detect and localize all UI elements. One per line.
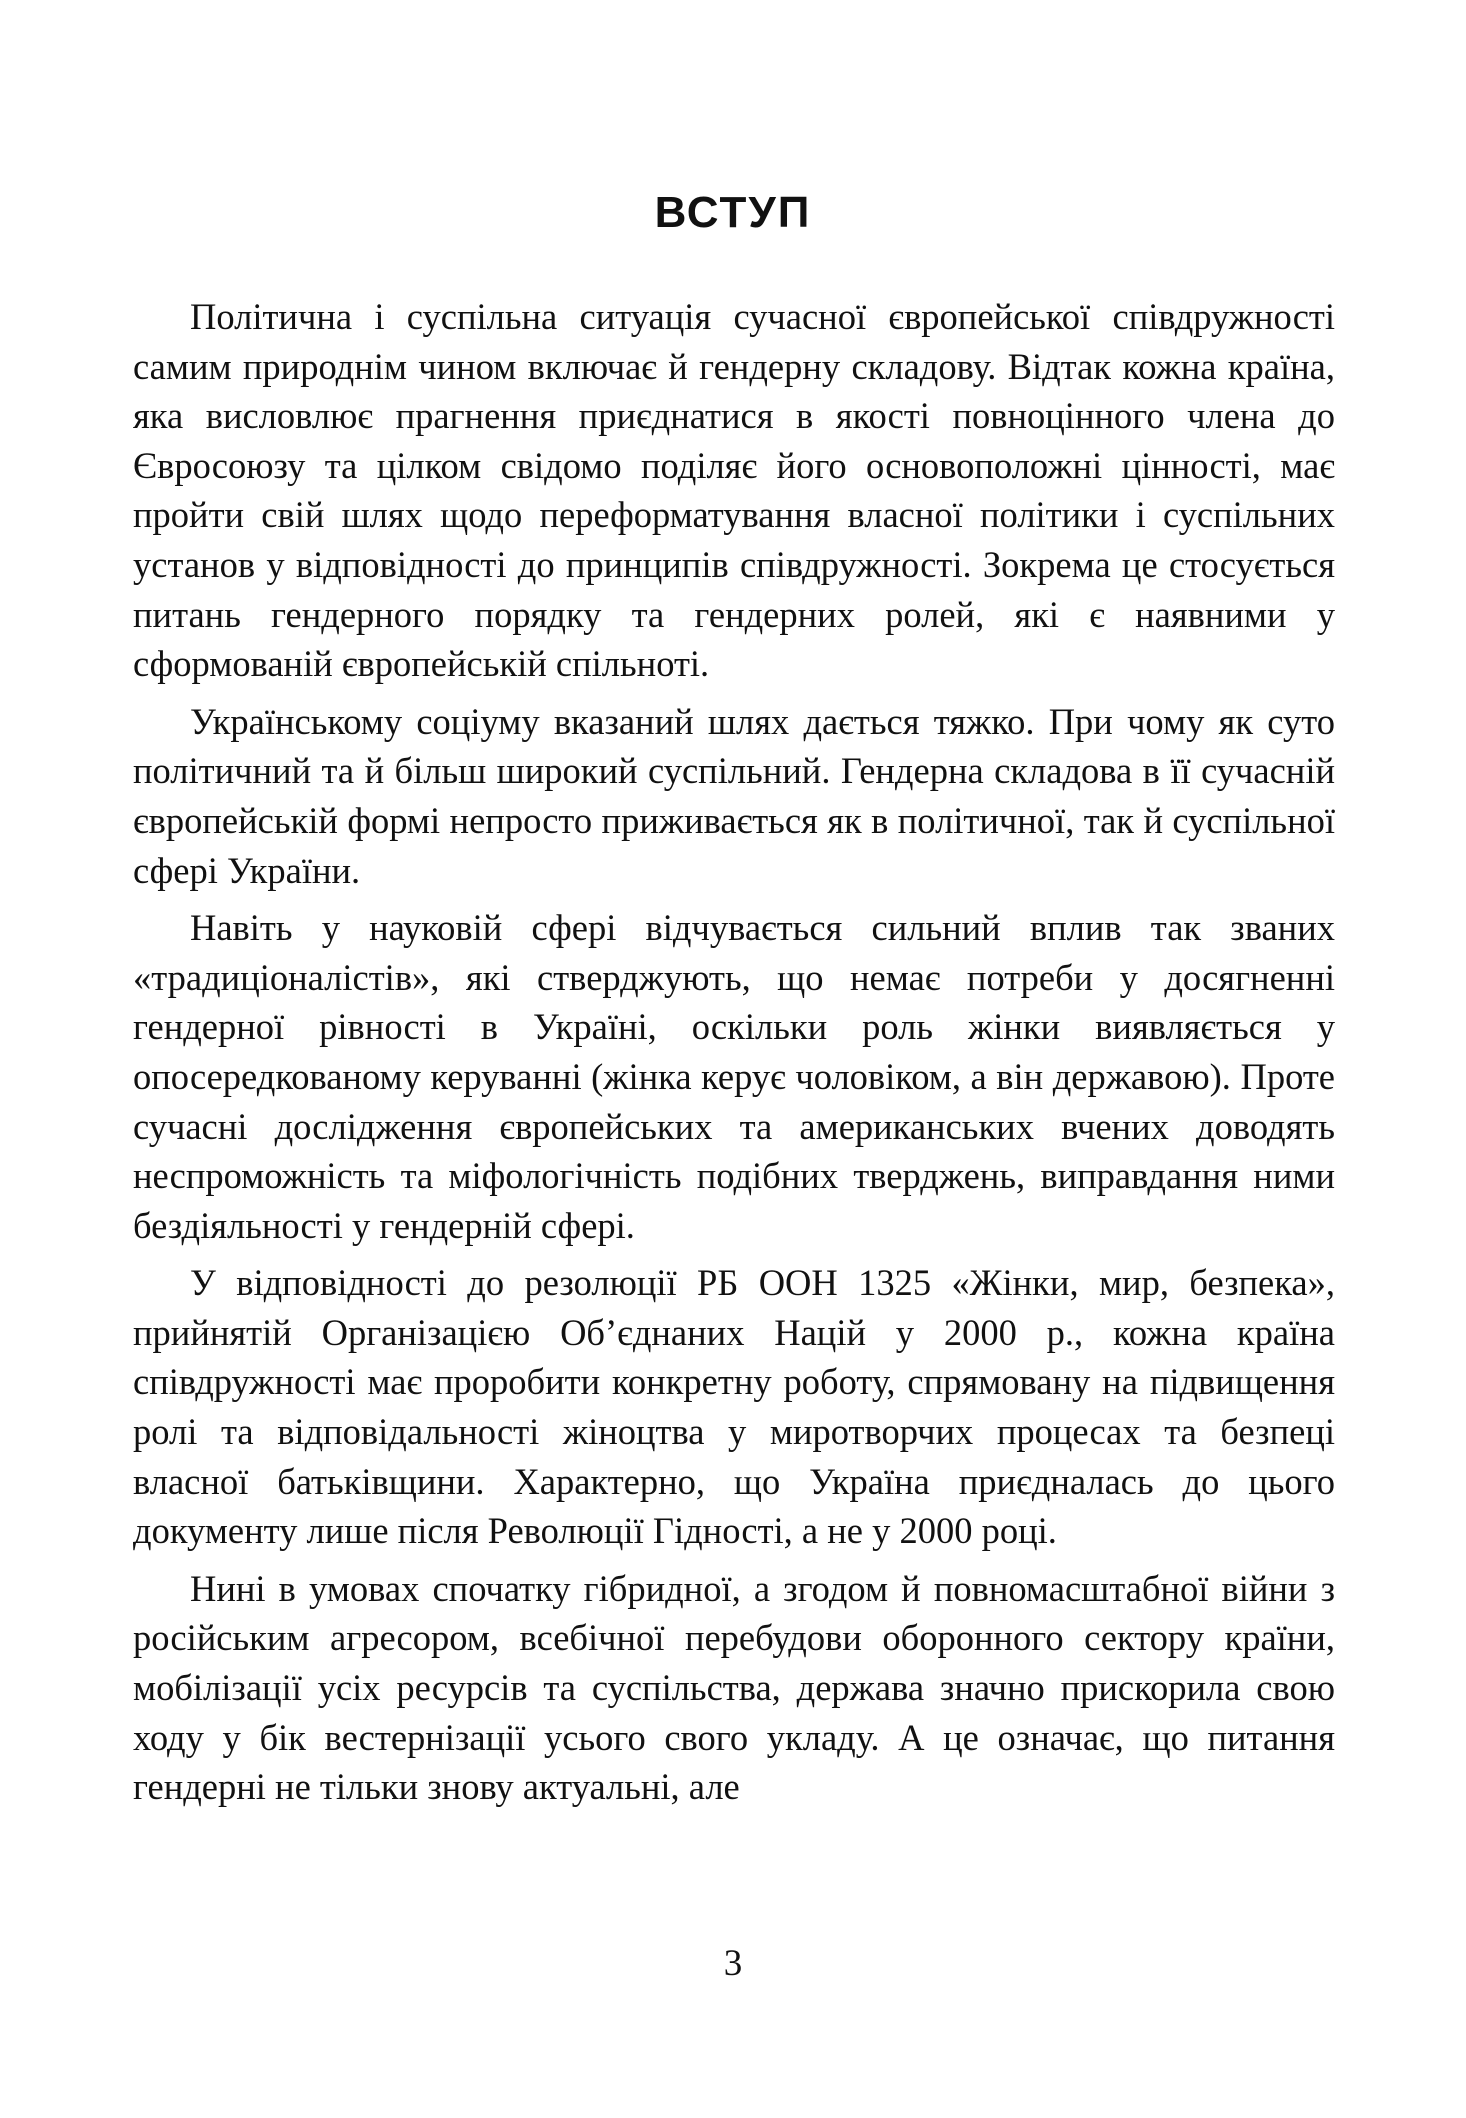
body-text [133, 292, 1335, 1812]
paragraph-3: Навіть у науковій сфері відчувається сильний вплив так званих «традиціоналістів», які стверджують, що немає потреби у досягненні гендерної рівності в Україні, оскільки роль жінки виявляється у опосередкованому керуванні (жінка керує чоловіком, а він державою). Проте сучасні дослідження європейських та американських вчених доводять неспроможність та міфологічність подібних тверджень, виправдання ними бездіяльності у гендерній сфері. [133, 907, 1335, 1246]
paragraph-1: Політична і суспільна ситуація сучасної європейської співдружності самим природнім чином включає й гендерну складову. Відтак кожна країна, яка висловлює прагнення приєднатися в якості повноцінного члена до Євросоюзу та цілком свідомо поділяє його основоположні цінності, має пройти свій шлях щодо переформатування власної політики і суспільних установ у відповідності до принципів співдружності. Зокрема це стосується питань гендерного порядку та гендерних ролей, які є наявними у сформованій європейській спільноті. [133, 296, 1335, 685]
page-title: ВСТУП [654, 188, 812, 237]
paragraph-5: Нині в умовах спочатку гібридної, а згодом й повномасштабної війни з російським агресором, всебічної перебудови оборонного сектору країни, мобілізації усіх ресурсів та суспільства, держава значно прискорила свою ходу у бік вестернізації усього свого укладу. А це означає, що питання гендерні не тільки знову актуальні, але [133, 1567, 1335, 1808]
page-number: 3 [723, 1943, 743, 1984]
paragraph-2: Українському соціуму вказаний шлях дається тяжко. При чому як суто політичний та й більш широкий суспільний. Гендерна складова в її сучасній європейській формі непросто приживається як в політичної, так й суспільної сфері України. [133, 700, 1335, 891]
paragraph-4: У відповідності до резолюції РБ ООН 1325 «Жінки, мир, безпека», прийнятій Організацією Об’єднаних Націй у 2000 р., кожна країна співдружності має проробити конкретну роботу, спрямовану на підвищення ролі та відповідальності жіноцтва у миротворчих процесах та безпеці власної батьківщини. Характерно, що Україна приєдналась до цього документу лише після Революції Гідності, а не у 2000 році. [133, 1262, 1335, 1552]
